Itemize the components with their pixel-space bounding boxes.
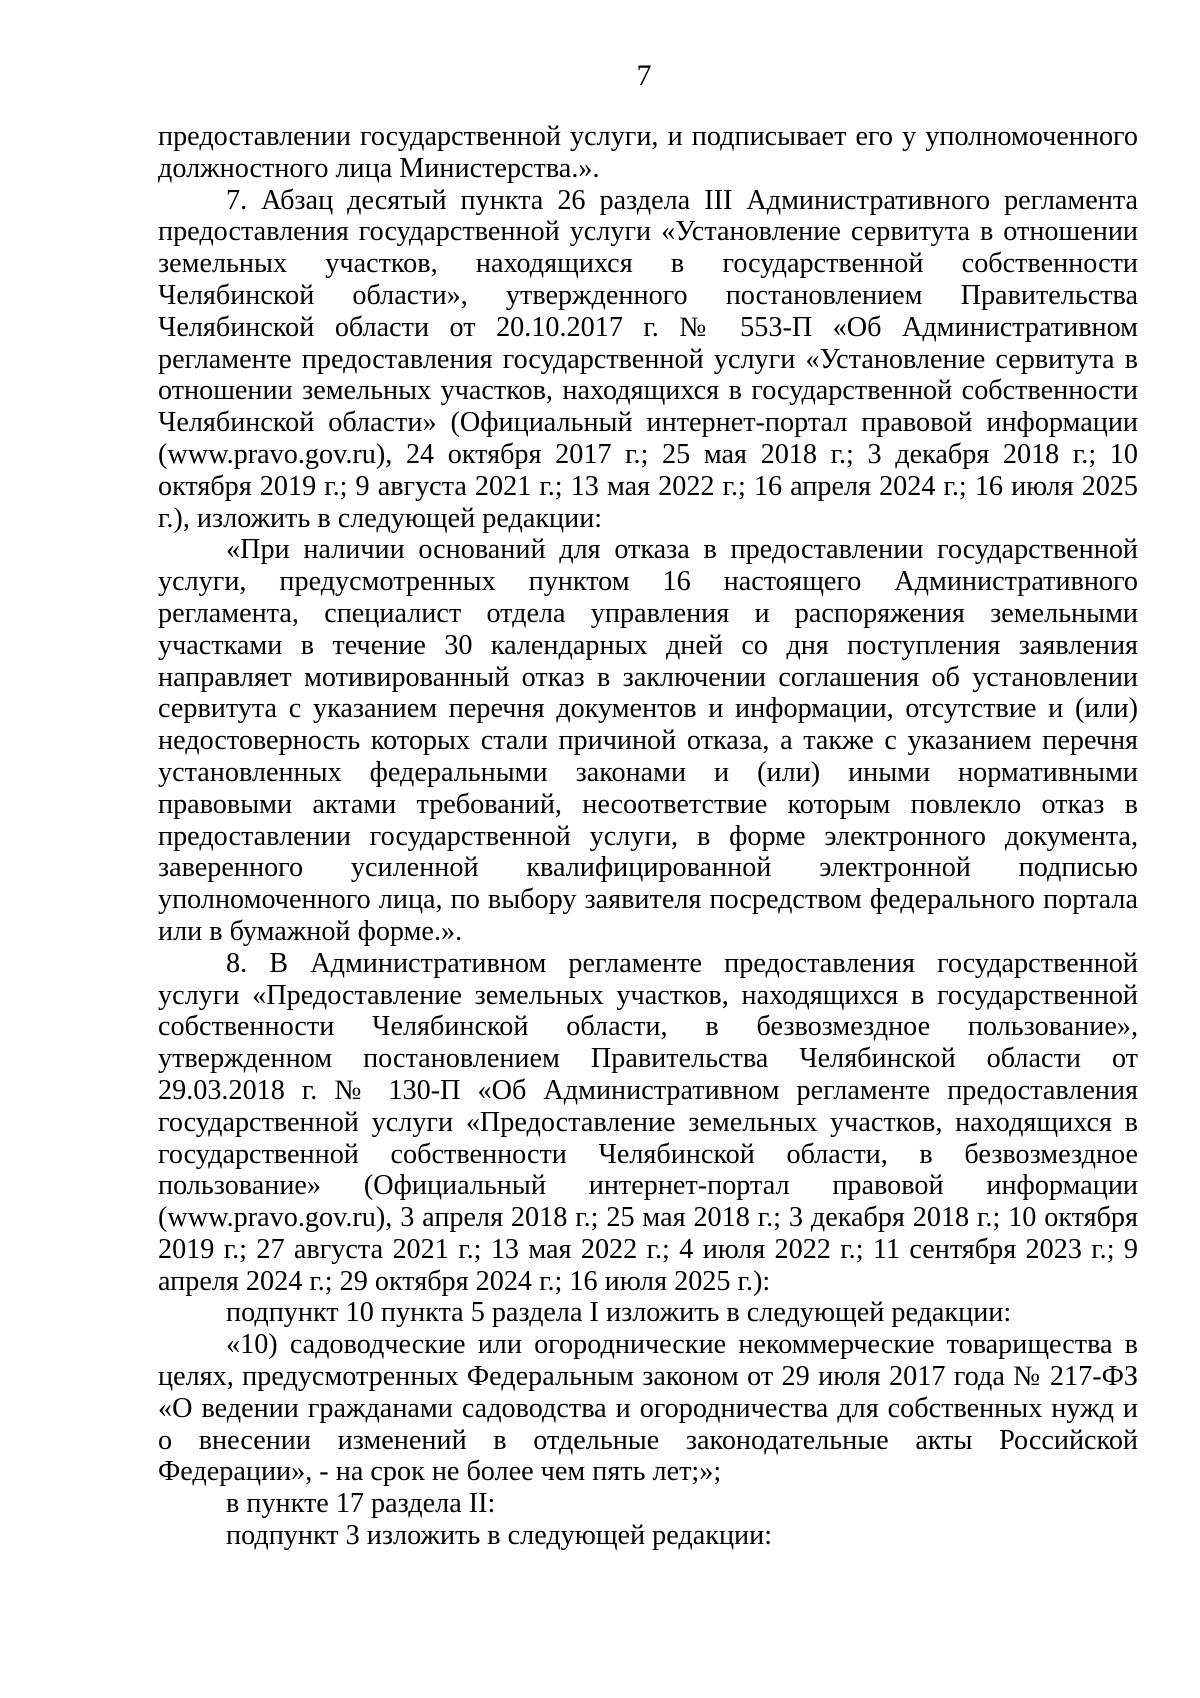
paragraph-item-17-intro: в пункте 17 раздела II: — [226, 1488, 496, 1520]
paragraph-continuation: предоставлении государственной услуги, и подписывает его у уполномоченного должностного лица Министерства.». — [158, 121, 1138, 184]
document-body — [158, 121, 1138, 1552]
paragraph-item-7-quote: «При наличии оснований для отказа в предоставлении государственной услуги, предусмотренных пунктом 16 настоящего Административного регламента, специалист отдела управления и распоряжения земельными участками в течение 30 календарных дней со дня поступления заявления направляет мотивированный отказ в заключении соглашения об установлении сервитута с указанием перечня документов и информации, отсутствие и (или) недостоверность которых стали причиной отказа, а также с указанием перечня установленных федеральными законами и (или) иными нормативными правовыми актами требований, несоответствие которым повлекло отказ в предоставлении государственной услуги, в форме электронного документа, заверенного усиленной квалифицированной электронной подписью уполномоченного лица, по выбору заявителя посредством федерального портала или в бумажной форме.». — [158, 534, 1138, 947]
paragraph-item-7: 7. Абзац десятый пункта 26 раздела III Административного регламента предоставления государственной услуги «Установление сервитута в отношении земельных участков, находящихся в государственной собственности Челябинской области», утвержденного постановлением Правительства Челябинской области от 20.10.2017 г. № 553-П «Об Административном регламенте предоставления государственной услуги «Установление сервитута в отношении земельных участков, находящихся в государственной собственности Челябинской области» (Официальный интернет-портал правовой информации (www.pravo.gov.ru), 24 октября 2017 г.; 25 мая 2018 г.; 3 декабря 2018 г.; 10 октября 2019 г.; 9 августа 2021 г.; 13 мая 2022 г.; 16 апреля 2024 г.; 16 июля 2025 г.), изложить в следующей редакции: — [158, 184, 1138, 534]
page-number: 7 — [636, 59, 652, 92]
paragraph-subitem-10-intro: подпункт 10 пункта 5 раздела I изложить в следующей редакции: — [226, 1297, 1012, 1329]
paragraph-subitem-10-quote: «10) садоводческие или огороднические некоммерческие товарищества в целях, предусмотренных Федеральным законом от 29 июля 2017 года № 217-ФЗ «О ведении гражданами садоводства и огородничества для собственных нужд и о внесении изменений в отдельные законодательные акты Российской Федерации», - на срок не более чем пять лет;»; — [158, 1329, 1138, 1488]
paragraph-item-8: 8. В Административном регламенте предоставления государственной услуги «Предоставление земельных участков, находящихся в государственной собственности Челябинской области, в безвозмездное пользование», утвержденном постановлением Правительства Челябинской области от 29.03.2018 г. № 130-П «Об Административном регламенте предоставления государственной услуги «Предоставление земельных участков, находящихся в государственной собственности Челябинской области, в безвозмездное пользование» (Официальный интернет-портал правовой информации (www.pravo.gov.ru), 3 апреля 2018 г.; 25 мая 2018 г.; 3 декабря 2018 г.; 10 октября 2019 г.; 27 августа 2021 г.; 13 мая 2022 г.; 4 июля 2022 г.; 11 сентября 2023 г.; 9 апреля 2024 г.; 29 октября 2024 г.; 16 июля 2025 г.): — [158, 947, 1138, 1297]
paragraph-subitem-3-intro: подпункт 3 изложить в следующей редакции: — [226, 1520, 773, 1552]
